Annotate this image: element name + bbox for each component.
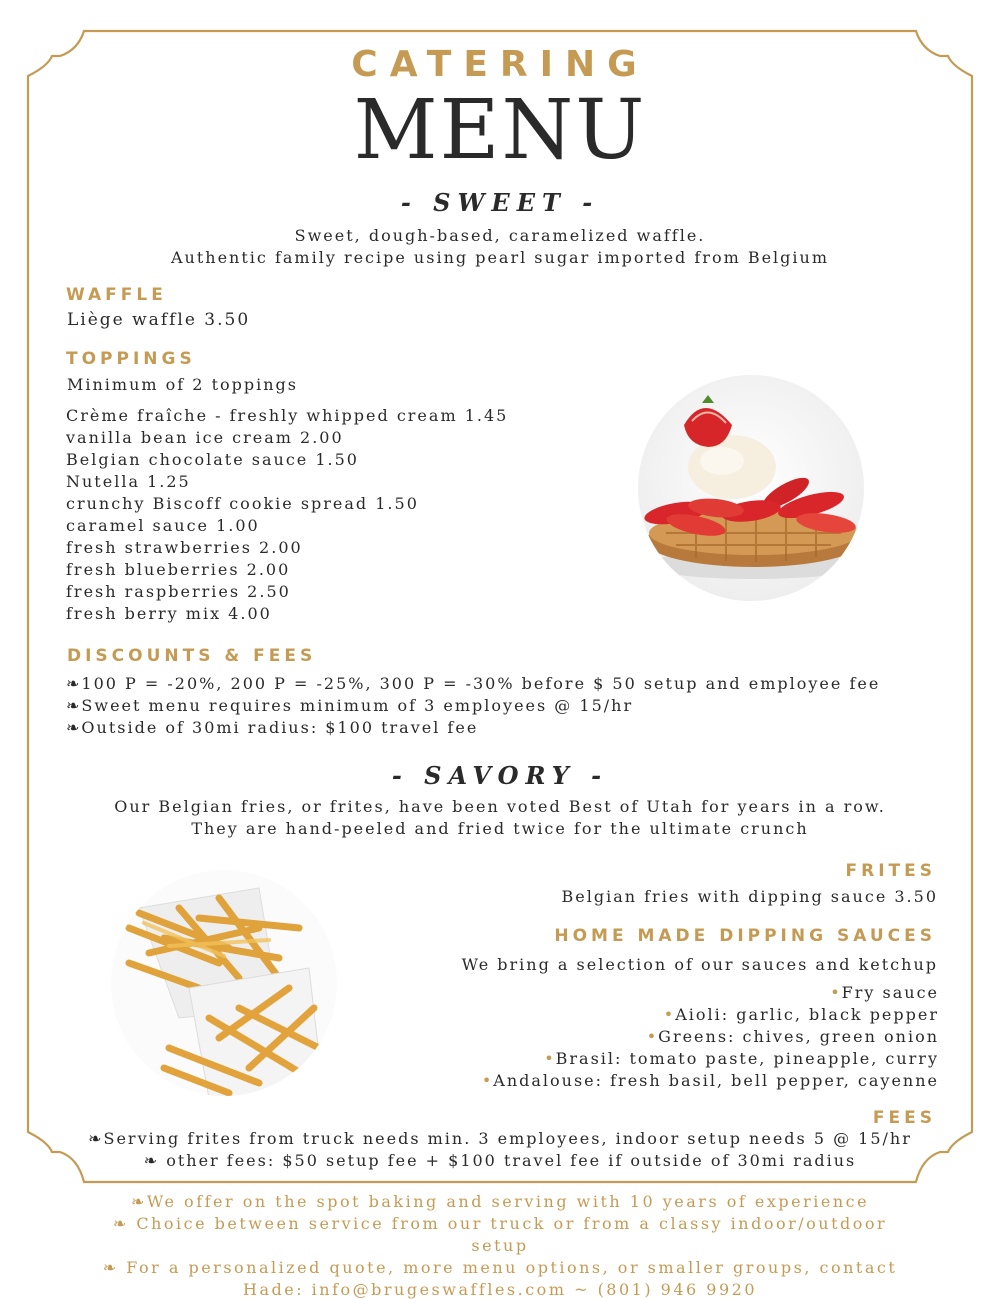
- sweet-description-1: Sweet, dough-based, caramelized waffle.: [294, 226, 706, 245]
- sauces-list: [482, 982, 939, 1092]
- fries-photo: [109, 868, 339, 1098]
- footer-line-2: ❧ Choice between service from our truck or from a classy indoor/outdoor: [112, 1214, 888, 1233]
- catering-heading: CATERING: [351, 44, 649, 85]
- toppings-list: [66, 405, 508, 625]
- topping-item: fresh raspberries 2.50: [66, 582, 291, 601]
- sauce-item: •Aioli: garlic, black pepper: [663, 1005, 939, 1024]
- sweet-section-title: - SWEET -: [400, 188, 600, 217]
- fees-line-2: ❧ other fees: $50 setup fee + $100 travel fee if outside of 30mi radius: [143, 1151, 857, 1170]
- topping-item: vanilla bean ice cream 2.00: [66, 428, 344, 447]
- fees-heading: FEES: [872, 1108, 936, 1128]
- footer-line-4: ❧ For a personalized quote, more menu options, or smaller groups, contact: [102, 1258, 898, 1277]
- savory-description-2: They are hand-peeled and fried twice for the ultimate crunch: [191, 819, 809, 838]
- topping-item: fresh strawberries 2.00: [66, 538, 303, 557]
- waffle-item: Liège waffle 3.50: [67, 310, 251, 330]
- sauce-item: •Greens: chives, green onion: [646, 1027, 939, 1046]
- footer-line-3: setup: [471, 1236, 529, 1255]
- toppings-heading: TOPPINGS: [66, 349, 196, 369]
- topping-item: fresh blueberries 2.00: [66, 560, 291, 579]
- discounts-fees-heading: DISCOUNTS & FEES: [67, 646, 317, 666]
- waffle-photo: [636, 373, 866, 603]
- sweet-description-2: Authentic family recipe using pearl sugar imported from Belgium: [170, 248, 830, 267]
- topping-item: Belgian chocolate sauce 1.50: [66, 450, 359, 469]
- sauce-item: •Brasil: tomato paste, pineapple, curry: [544, 1049, 939, 1068]
- menu-heading: MENU: [353, 83, 647, 178]
- footer-line-1: ❧We offer on the spot baking and serving with 10 years of experience: [130, 1192, 870, 1211]
- topping-item: fresh berry mix 4.00: [66, 604, 272, 623]
- topping-item: crunchy Biscoff cookie spread 1.50: [66, 494, 419, 513]
- footer-contact-line: Hade: info@brugeswaffles.com ~ (801) 946 9920: [242, 1280, 758, 1299]
- bullet-icon: •: [544, 1049, 556, 1068]
- sauce-item: •Fry sauce: [830, 983, 939, 1002]
- frites-heading: FRITES: [845, 861, 936, 881]
- savory-description-1: Our Belgian fries, or frites, have been voted Best of Utah for years in a row.: [114, 797, 886, 816]
- discount-item: ❧Outside of 30mi radius: $100 travel fee: [66, 718, 479, 737]
- topping-item: Crème fraîche - freshly whipped cream 1.45: [66, 406, 509, 425]
- dipping-sauces-heading: HOME MADE DIPPING SAUCES: [554, 926, 936, 946]
- toppings-minimum-note: Minimum of 2 toppings: [67, 375, 298, 394]
- savory-section-title: - SAVORY -: [391, 761, 609, 790]
- frites-item: Belgian fries with dipping sauce 3.50: [561, 887, 938, 906]
- bullet-icon: •: [663, 1005, 676, 1024]
- topping-item: Nutella 1.25: [66, 472, 191, 491]
- fees-line-1: ❧Serving frites from truck needs min. 3 employees, indoor setup needs 5 @ 15/hr: [88, 1129, 912, 1148]
- discount-item: ❧Sweet menu requires minimum of 3 employees @ 15/hr: [66, 696, 634, 715]
- bullet-icon: •: [830, 983, 842, 1002]
- waffle-heading: WAFFLE: [66, 285, 167, 305]
- sauces-intro: We bring a selection of our sauces and ketchup: [461, 955, 938, 974]
- discount-item: ❧100 P = -20%, 200 P = -25%, 300 P = -30% before $ 50 setup and employee fee: [66, 674, 881, 693]
- sauce-item: •Andalouse: fresh basil, bell pepper, cayenne: [481, 1071, 939, 1090]
- discounts-list: [66, 673, 880, 739]
- topping-item: caramel sauce 1.00: [66, 516, 260, 535]
- bullet-icon: •: [481, 1071, 494, 1090]
- bullet-icon: •: [646, 1027, 659, 1046]
